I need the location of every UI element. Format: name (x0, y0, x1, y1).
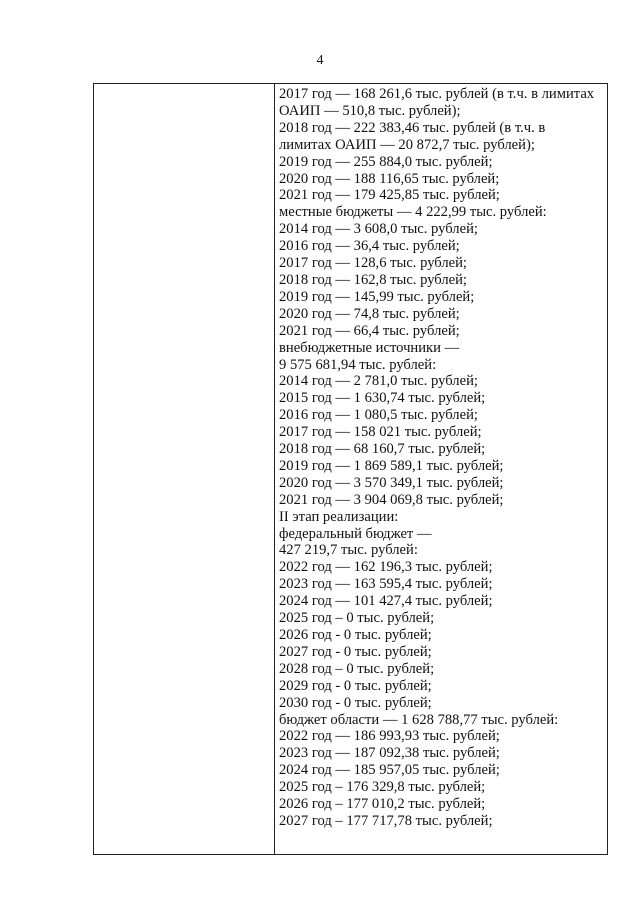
text-line: внебюджетные источники — (279, 339, 460, 356)
text-line: 2016 год — 1 080,5 тыс. рублей; (279, 407, 478, 424)
text-line: 2019 год — 1 869 589,1 тыс. рублей; (279, 457, 504, 474)
table-left-cell (94, 84, 275, 854)
text-line: бюджет области — 1 628 788,77 тыс. рублей: (279, 711, 559, 728)
text-line: 2027 год – 177 717,78 тыс. рублей; (279, 812, 493, 829)
text-line: 2019 год — 145,99 тыс. рублей; (279, 288, 475, 305)
text-line: 2017 год — 168 261,6 тыс. рублей (в т.ч. в лимитах (279, 86, 595, 102)
text-line: 2025 год – 0 тыс. рублей; (279, 610, 435, 627)
text-line: 2018 год — 68 160,7 тыс. рублей; (279, 441, 486, 458)
text-line: 2016 год — 36,4 тыс. рублей; (279, 238, 460, 255)
text-line: 2017 год — 158 021 тыс. рублей; (279, 424, 482, 441)
text-line: 2018 год — 222 383,46 тыс. рублей (в т.ч. в (279, 119, 546, 136)
text-line: 2020 год — 188 116,65 тыс. рублей; (279, 170, 500, 187)
text-line: 2014 год — 2 781,0 тыс. рублей; (279, 373, 478, 390)
text-line: 2028 год – 0 тыс. рублей; (279, 660, 435, 677)
text-line: 427 219,7 тыс. рублей: (279, 542, 418, 559)
text-line: 2023 год — 187 092,38 тыс. рублей; (279, 745, 500, 762)
text-line: 2030 год - 0 тыс. рублей; (279, 694, 432, 711)
text-line: 2021 год — 3 904 069,8 тыс. рублей; (279, 491, 504, 508)
table-right-cell (275, 84, 607, 854)
text-line: 2022 год — 162 196,3 тыс. рублей; (279, 559, 493, 576)
text-line: 9 575 681,94 тыс. рублей: (279, 356, 437, 373)
text-line: 2019 год — 255 884,0 тыс. рублей; (279, 153, 493, 170)
text-line: 2017 год — 128,6 тыс. рублей; (279, 255, 467, 272)
text-line: 2020 год — 74,8 тыс. рублей; (279, 305, 460, 322)
text-line: ОАИП — 510,8 тыс. рублей); (279, 102, 461, 119)
text-line: 2027 год - 0 тыс. рублей; (279, 643, 432, 660)
text-line: 2026 год - 0 тыс. рублей; (279, 627, 432, 643)
text-line: 2021 год — 66,4 тыс. рублей; (279, 322, 460, 339)
page-number: 4 (316, 53, 324, 68)
text-line: 2025 год – 176 329,8 тыс. рублей; (279, 779, 486, 796)
text-line: местные бюджеты — 4 222,99 тыс. рублей: (279, 204, 547, 221)
text-line: 2015 год — 1 630,74 тыс. рублей; (279, 390, 486, 407)
funding-table (93, 83, 608, 855)
text-line: II этап реализации: (279, 508, 399, 525)
text-line: 2024 год — 101 427,4 тыс. рублей; (279, 593, 493, 610)
text-line: 2023 год — 163 595,4 тыс. рублей; (279, 576, 493, 593)
text-line: 2021 год — 179 425,85 тыс. рублей; (279, 187, 500, 204)
text-line: 2018 год — 162,8 тыс. рублей; (279, 271, 467, 288)
text-line: 2024 год — 185 957,05 тыс. рублей; (279, 762, 500, 779)
text-line: 2022 год — 186 993,93 тыс. рублей; (279, 728, 500, 745)
text-line: 2014 год — 3 608,0 тыс. рублей; (279, 221, 478, 238)
text-line: 2020 год — 3 570 349,1 тыс. рублей; (279, 474, 504, 491)
text-line: федеральный бюджет — (279, 525, 432, 542)
text-line: 2026 год – 177 010,2 тыс. рублей; (279, 796, 486, 813)
text-line: лимитах ОАИП — 20 872,7 тыс. рублей); (279, 136, 535, 153)
text-line: 2029 год - 0 тыс. рублей; (279, 677, 432, 694)
